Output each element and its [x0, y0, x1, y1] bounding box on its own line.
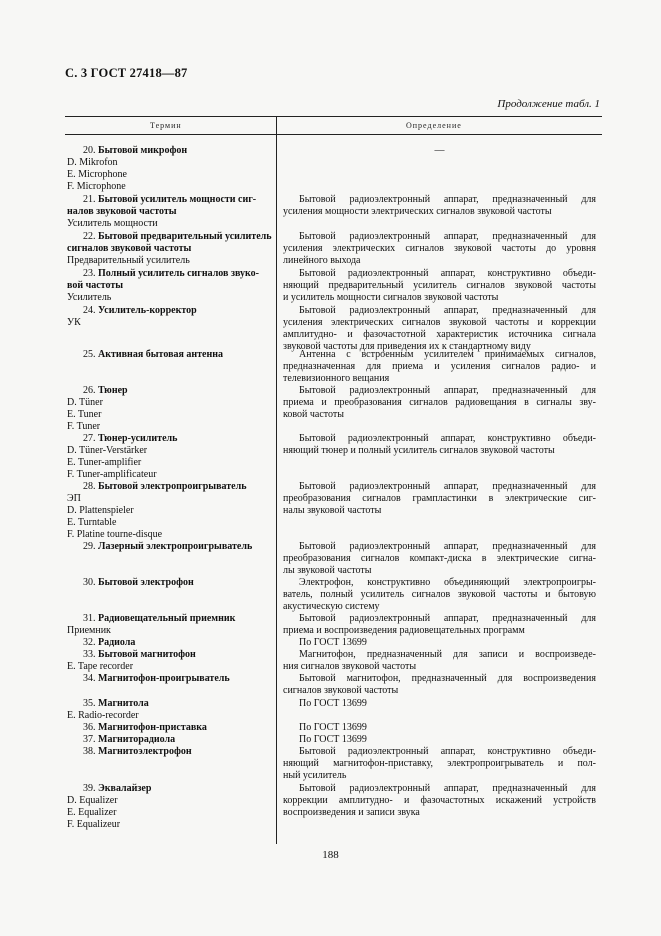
term-name: Тюнер — [98, 385, 128, 396]
term-text: E. Tape recorder — [67, 661, 134, 672]
term-text: 37. — [83, 734, 98, 745]
term-line — [83, 385, 128, 397]
definition-line: ковой частоты — [283, 409, 344, 420]
term-line — [67, 529, 162, 541]
definition-line: усиления электрических сигналов звуковой частоты до уровня — [283, 243, 596, 254]
term-line — [83, 698, 149, 710]
definition-line: звуковой частоты для приведения их к стандартному виду — [283, 341, 531, 352]
definition-line: преобразования сигналов компакт-диска в электрические сигна- — [283, 553, 596, 564]
term-text: ЭП — [67, 493, 81, 504]
term-text: УК — [67, 317, 81, 328]
definition-line: Антенна с встроенным усилителем принимаемых сигналов, — [299, 349, 596, 360]
term-line — [67, 409, 101, 421]
term-text: E. Tuner-amplifier — [67, 457, 142, 468]
term-name: вой частоты — [67, 280, 124, 291]
definition-line: Бытовой радиоэлектронный аппарат, предназначенный для — [299, 613, 596, 624]
definition-line: амплитудно- и фазочастотной характеристик источника сигнала — [283, 329, 596, 340]
definition-line: Бытовой магнитофон, предназначенный для воспроизведения — [299, 673, 596, 684]
definition-line: коррекции амплитудно- и фазочастотных искажений устройств — [283, 795, 596, 806]
term-line — [67, 661, 133, 673]
term-text: 39. — [83, 783, 98, 794]
term-text: 34. — [83, 673, 98, 684]
definition-line: преобразования сигналов грампластинки в электрические сиг- — [283, 493, 596, 504]
term-line — [67, 181, 126, 193]
term-line — [83, 577, 194, 589]
term-text: 29. — [83, 541, 98, 552]
term-text: Усилитель мощности — [67, 218, 158, 229]
term-line — [67, 421, 100, 433]
term-line — [67, 517, 116, 529]
definition-line: Бытовой радиоэлектронный аппарат, конструктивно объеди- — [299, 746, 596, 757]
definition-line: По ГОСТ 13699 — [299, 722, 367, 733]
term-line — [83, 541, 252, 553]
term-line — [83, 231, 272, 243]
column-divider — [276, 116, 277, 844]
term-text: 35. — [83, 698, 98, 709]
term-line — [83, 613, 235, 625]
definition-line: акустическую систему — [283, 601, 380, 612]
definition-line: Бытовой радиоэлектронный аппарат, конструктивно объеди- — [299, 268, 596, 279]
definition-line: няющий предварительный усилитель сигналов звуковой частоты — [283, 280, 596, 291]
term-line — [83, 349, 223, 361]
definition-line: Бытовой радиоэлектронный аппарат, конструктивно объеди- — [299, 433, 596, 444]
term-text: 26. — [83, 385, 98, 396]
definition-line: приема и воспроизведения радиовещательных программ — [283, 625, 525, 636]
term-line — [83, 673, 230, 685]
term-line — [83, 783, 151, 795]
term-name: Магнитофон-проигрыватель — [98, 673, 230, 684]
term-line — [67, 469, 157, 481]
term-line — [83, 746, 192, 758]
term-text: 32. — [83, 637, 98, 648]
definition-line: Магнитофон, предназначенный для записи и воспроизведе- — [299, 649, 596, 660]
term-text: D. Equalizer — [67, 795, 118, 806]
column-header-term: Термин — [150, 121, 182, 130]
definition-line: телевизионного вещания — [283, 373, 390, 384]
table-continuation-label: Продолжение табл. 1 — [497, 98, 600, 110]
term-line — [67, 819, 120, 831]
term-name: Магнитоэлектрофон — [98, 746, 192, 757]
definition-line: сигналов звуковой частоты — [283, 685, 399, 696]
term-text: E. Tuner — [67, 409, 102, 420]
term-line — [67, 243, 191, 255]
term-line — [83, 637, 135, 649]
definition-line: усиления электрических сигналов звуковой частоты и коррекции — [283, 317, 596, 328]
term-text: D. Mikrofon — [67, 157, 118, 168]
term-name: Бытовой предварительный усилитель — [98, 231, 272, 242]
term-line — [83, 649, 196, 661]
definition-line: и усилитель мощности сигналов звуковой частоты — [283, 292, 499, 303]
term-text: F. Tuner-amplificateur — [67, 469, 157, 480]
term-line — [83, 722, 207, 734]
term-text: E. Radio-recorder — [67, 710, 139, 721]
term-text: D. Tüner — [67, 397, 103, 408]
term-text: 22. — [83, 231, 98, 242]
definition-line: Бытовой радиоэлектронный аппарат, предназначенный для — [299, 783, 596, 794]
term-text: F. Platine tourne-disque — [67, 529, 163, 540]
definition-line: ния сигналов звуковой частоты — [283, 661, 417, 672]
term-name: Эквалайзер — [98, 783, 152, 794]
table-top-rule — [65, 116, 602, 117]
term-line — [67, 157, 118, 169]
term-text: 33. — [83, 649, 98, 660]
term-line — [67, 280, 123, 292]
term-name: налов звуковой частоты — [67, 206, 177, 217]
definition-line: воспроизведения и записи звука — [283, 807, 420, 818]
term-text: F. Microphone — [67, 181, 126, 192]
term-text: Предварительный усилитель — [67, 255, 190, 266]
term-line — [67, 710, 139, 722]
page-header: С. 3 ГОСТ 27418—87 — [65, 66, 188, 80]
page-number: 188 — [322, 849, 339, 861]
definition-line: няющий магнитофон-приставку, электропроигрыватель и пол- — [283, 758, 596, 769]
term-line — [67, 807, 116, 819]
term-text: Усилитель — [67, 292, 112, 303]
term-line — [83, 433, 177, 445]
term-line — [67, 457, 141, 469]
term-text: 23. — [83, 268, 98, 279]
term-name: Радиовещательный приемник — [98, 613, 236, 624]
term-line — [67, 292, 111, 304]
column-header-definition: Определение — [406, 121, 462, 130]
term-text: E. Turntable — [67, 517, 117, 528]
term-name: Бытовой магнитофон — [98, 649, 196, 660]
term-text: 21. — [83, 194, 98, 205]
definition-line: Бытовой радиоэлектронный аппарат, предназначенный для — [299, 385, 596, 396]
term-name: Бытовой усилитель мощности сиг- — [98, 194, 257, 205]
term-line — [67, 505, 134, 517]
term-line — [67, 625, 111, 637]
term-line — [83, 145, 187, 157]
term-name: Бытовой электрофон — [98, 577, 194, 588]
term-line — [67, 218, 158, 230]
term-name: сигналов звуковой частоты — [67, 243, 192, 254]
term-name: Бытовой микрофон — [98, 145, 188, 156]
definition-line: приема и преобразования сигналов радиовещания в сигналы зву- — [283, 397, 596, 408]
term-line — [83, 305, 197, 317]
term-name: Магнитофон-приставка — [98, 722, 207, 733]
term-text: 36. — [83, 722, 98, 733]
definition-line: По ГОСТ 13699 — [299, 637, 367, 648]
term-text: Приемник — [67, 625, 111, 636]
term-name: Магниторадиола — [98, 734, 176, 745]
term-line — [67, 206, 177, 218]
definition-line: Бытовой радиоэлектронный аппарат, предназначенный для — [299, 541, 596, 552]
term-name: Магнитола — [98, 698, 149, 709]
term-line — [83, 268, 259, 280]
term-name: Лазерный электропроигрыватель — [98, 541, 253, 552]
definition-line: усиления мощности электрических сигналов звуковой частоты — [283, 206, 552, 217]
definition-line: Бытовой радиоэлектронный аппарат, предназначенный для — [299, 231, 596, 242]
term-line — [67, 397, 103, 409]
term-name: Бытовой электропроигрыватель — [98, 481, 247, 492]
term-text: F. Tuner — [67, 421, 101, 432]
term-text: 38. — [83, 746, 98, 757]
term-line — [83, 734, 175, 746]
term-line — [67, 317, 81, 329]
term-text: 20. — [83, 145, 98, 156]
term-text: D. Plattenspieler — [67, 505, 134, 516]
term-line — [67, 169, 127, 181]
term-line — [67, 493, 81, 505]
definition-line: ватель, полный усилитель сигналов звуковой частоты и бытовую — [283, 589, 596, 600]
term-line — [67, 795, 118, 807]
term-text: 30. — [83, 577, 98, 588]
term-text: E. Equalizer — [67, 807, 117, 818]
term-text: 27. — [83, 433, 98, 444]
term-line — [67, 445, 147, 457]
definition-line: По ГОСТ 13699 — [299, 698, 367, 709]
term-name: Радиола — [98, 637, 136, 648]
definition-line: Бытовой радиоэлектронный аппарат, предназначенный для — [299, 305, 596, 316]
term-text: F. Equalizeur — [67, 819, 121, 830]
term-text: 25. — [83, 349, 98, 360]
term-name: Усилитель-корректор — [98, 305, 197, 316]
definition-line: предназначенная для приема и усиления сигналов радио- и — [283, 361, 596, 372]
term-text: 24. — [83, 305, 98, 316]
definition-line: Бытовой радиоэлектронный аппарат, предназначенный для — [299, 481, 596, 492]
definition-line: лы звуковой частоты — [283, 565, 372, 576]
term-name: Полный усилитель сигналов звуко- — [98, 268, 259, 279]
term-text: 31. — [83, 613, 98, 624]
term-line — [83, 481, 246, 493]
definition-line: Электрофон, конструктивно объединяющий электропроигры- — [299, 577, 596, 588]
term-line — [67, 255, 190, 267]
definition-line: По ГОСТ 13699 — [299, 734, 367, 745]
term-text: D. Tüner-Verstärker — [67, 445, 148, 456]
definition-line: няющий тюнер и полный усилитель сигналов звуковой частоты — [283, 445, 555, 456]
term-text: 28. — [83, 481, 98, 492]
term-name: Тюнер-усилитель — [98, 433, 178, 444]
definition-line: ный усилитель — [283, 770, 347, 781]
table-header-rule — [65, 134, 602, 135]
term-line — [83, 194, 256, 206]
definition-line: — — [434, 145, 445, 156]
definition-line: налы звуковой частоты — [283, 505, 382, 516]
definition-line: Бытовой радиоэлектронный аппарат, предназначенный для — [299, 194, 596, 205]
term-text: E. Microphone — [67, 169, 127, 180]
term-name: Активная бытовая антенна — [98, 349, 224, 360]
definition-line: линейного выхода — [283, 255, 361, 266]
